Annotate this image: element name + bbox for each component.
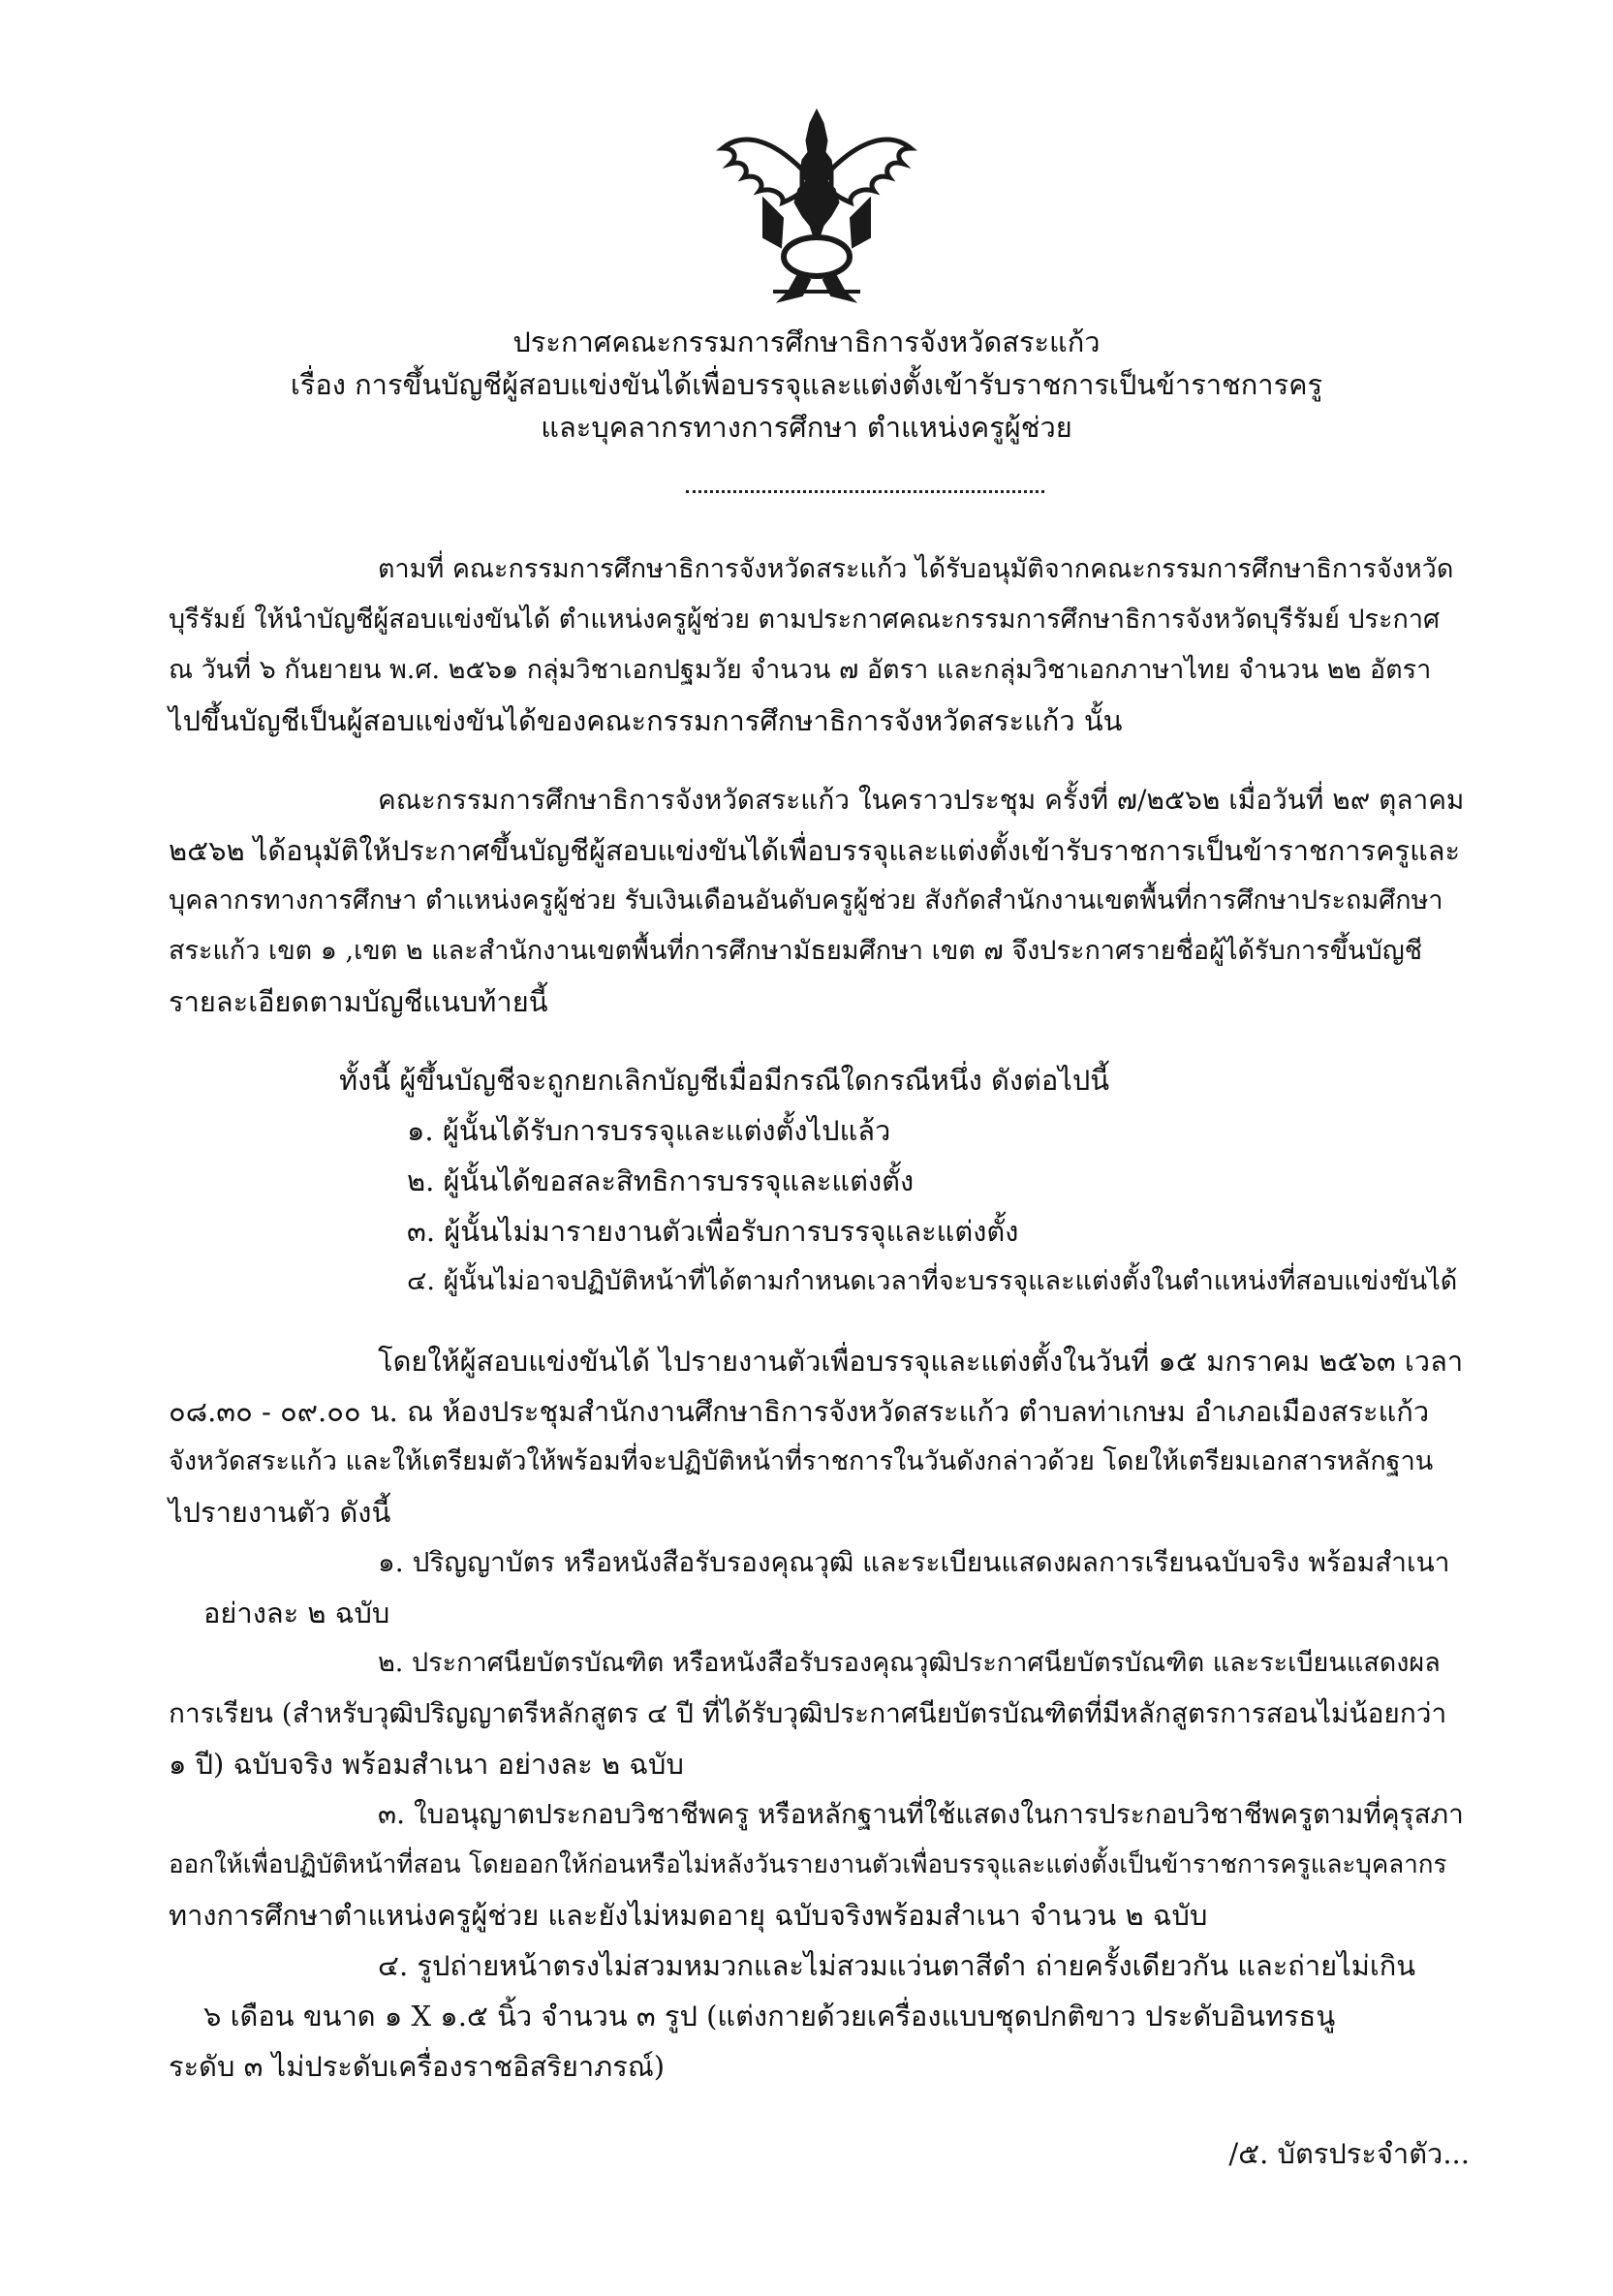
garuda-emblem-icon <box>705 102 928 310</box>
list-item-cont: ๑ ปี) ฉบับจริง พร้อมสำเนา อย่างละ ๒ ฉบับ <box>169 1748 684 1781</box>
paragraph-line: คณะกรรมการศึกษาธิการจังหวัดสระแก้ว ในคราวประชุม ครั้งที่ ๗/๒๕๖๒ เมื่อวันที่ ๒๙ ตุลาคม <box>378 784 1465 816</box>
announcement-subject: เรื่อง การขึ้นบัญชีผู้สอบแข่งขันได้เพื่อบรรจุและแต่งตั้งเข้ารับราชการเป็นข้าราชการครู <box>290 368 1323 401</box>
paragraph-line: ไปขึ้นบัญชีเป็นผู้สอบแข่งขันได้ของคณะกรรมการศึกษาธิการจังหวัดสระแก้ว นั้น <box>169 704 1123 737</box>
paragraph-line: รายละเอียดตามบัญชีแนบท้ายนี้ <box>169 985 548 1018</box>
paragraph-line: จังหวัดสระแก้ว และให้เตรียมตัวให้พร้อมที่จะปฏิบัติหน้าที่ราชการในวันดังกล่าวด้วย โดยให้เตรียมเอกสารหลักฐาน <box>169 1446 1434 1476</box>
list-item: ๑. ปริญญาบัตร หรือหนังสือรับรองคุณวุฒิ และระเบียนแสดงผลการเรียนฉบับจริง พร้อมสำเนา <box>378 1546 1450 1578</box>
list-item-cont: อย่างละ ๒ ฉบับ <box>203 1597 390 1629</box>
paragraph-line: สระแก้ว เขต ๑ ,เขต ๒ และสำนักงานเขตพื้นที่การศึกษามัธยมศึกษา เขต ๗ จึงประกาศรายชื่อผู้ได้รับการขึ้นบัญชี <box>169 936 1423 966</box>
list-item-cont: ออกให้เพื่อปฏิบัติหน้าที่สอน โดยออกให้ก่อนหรือไม่หลังวันรายงานตัวเพื่อบรรจุและแต่งตั้งเป็นข้าราชการครูและบุคลากร <box>169 1850 1447 1879</box>
list-item-cont: ๖ เดือน ขนาด ๑ X ๑.๕ นิ้ว จำนวน ๓ รูป (แต่งกายด้วยเครื่องแบบชุดปกติขาว ประดับอินทรธนู <box>203 2000 1336 2032</box>
paragraph-line: ๐๘.๓๐ - ๐๙.๐๐ น. ณ ห้องประชุมสำนักงานศึกษาธิการจังหวัดสระแก้ว ตำบลท่าเกษม อำเภอเมืองสระแก้ว <box>169 1395 1430 1428</box>
list-item: ๒. ผู้นั้นได้ขอสละสิทธิการบรรจุและแต่งตั้ง <box>407 1164 915 1197</box>
list-item: ๔. ผู้นั้นไม่อาจปฏิบัติหน้าที่ได้ตามกำหนดเวลาที่จะบรรจุและแต่งตั้งในตำแหน่งที่สอบแข่งขันได้ <box>407 1266 1458 1296</box>
paragraph-line: ตามที่ คณะกรรมการศึกษาธิการจังหวัดสระแก้ว ได้รับอนุมัติจากคณะกรรมการศึกษาธิการจังหวัด <box>378 554 1454 584</box>
announcement-subject-cont: และบุคลากรทางการศึกษา ตำแหน่งครูผู้ช่วย <box>541 411 1072 444</box>
paragraph-line: ทั้งนี้ ผู้ขึ้นบัญชีจะถูกยกเลิกบัญชีเมื่อมีกรณีใดกรณีหนึ่ง ดังต่อไปนี้ <box>339 1064 1110 1097</box>
list-item: ๑. ผู้นั้นได้รับการบรรจุและแต่งตั้งไปแล้ว <box>407 1114 891 1147</box>
paragraph-line: โดยให้ผู้สอบแข่งขันได้ ไปรายงานตัวเพื่อบรรจุและแต่งตั้งในวันที่ ๑๕ มกราคม ๒๕๖๓ เวลา <box>378 1345 1464 1378</box>
paragraph-line: ไปรายงานตัว ดังนี้ <box>169 1496 391 1529</box>
list-item: ๓. ผู้นั้นไม่มารายงานตัวเพื่อรับการบรรจุและแต่งตั้ง <box>407 1215 1019 1248</box>
announcement-title: ประกาศคณะกรรมการศึกษาธิการจังหวัดสระแก้ว <box>512 326 1101 358</box>
list-item: ๓. ใบอนุญาตประกอบวิชาชีพครู หรือหลักฐานที่ใช้แสดงในการประกอบวิชาชีพครูตามที่คุรุสภา <box>378 1798 1464 1830</box>
paragraph-line: ณ วันที่ ๖ กันยายน พ.ศ. ๒๕๖๑ กลุ่มวิชาเอกปฐมวัย จำนวน ๗ อัตรา และกลุ่มวิชาเอกภาษาไทย จำนวน ๒๒ อัตรา <box>169 655 1432 685</box>
list-item-cont: ทางการศึกษาตำแหน่งครูผู้ช่วย และยังไม่หมดอายุ ฉบับจริงพร้อมสำเนา จำนวน ๒ ฉบับ <box>169 1899 1208 1932</box>
list-item: ๒. ประกาศนียบัตรบัณฑิต หรือหนังสือรับรองคุณวุฒิประกาศนียบัตรบัณฑิต และระเบียนแสดงผล <box>378 1648 1441 1678</box>
list-item: ๔. รูปถ่ายหน้าตรงไม่สวมหมวกและไม่สวมแว่นตาสีดำ ถ่ายครั้งเดียวกัน และถ่ายไม่เกิน <box>378 1949 1416 1982</box>
paragraph-line: บุคลากรทางการศึกษา ตำแหน่งครูผู้ช่วย รับเงินเดือนอันดับครูผู้ช่วย สังกัดสำนักงานเขตพื้นที่การศึกษาประถมศึกษา <box>169 885 1443 915</box>
paragraph-line: บุรีรัมย์ ให้นำบัญชีผู้สอบแข่งขันได้ ตำแหน่งครูผู้ช่วย ตามประกาศคณะกรรมการศึกษาธิการจังหวัดบุรีรัมย์ ประกาศ <box>169 605 1441 635</box>
separator-dots <box>686 477 1044 493</box>
paragraph-line: ๒๕๖๒ ได้อนุมัติให้ประกาศขึ้นบัญชีผู้สอบแข่งขันได้เพื่อบรรจุและแต่งตั้งเข้ารับราชการเป็นข้าราชการครูและ <box>169 834 1461 867</box>
next-page-marker: /๕. บัตรประจำตัว... <box>1228 2137 1470 2170</box>
list-item-cont: ระดับ ๓ ไม่ประดับเครื่องราชอิสริยาภรณ์) <box>169 2050 666 2083</box>
list-item-cont: การเรียน (สำหรับวุฒิปริญญาตรีหลักสูตร ๔ ปี ที่ได้รับวุฒิประกาศนียบัตรบัณฑิตที่มีหลักสูตรการสอนไม่น้อยกว่า <box>169 1697 1447 1729</box>
